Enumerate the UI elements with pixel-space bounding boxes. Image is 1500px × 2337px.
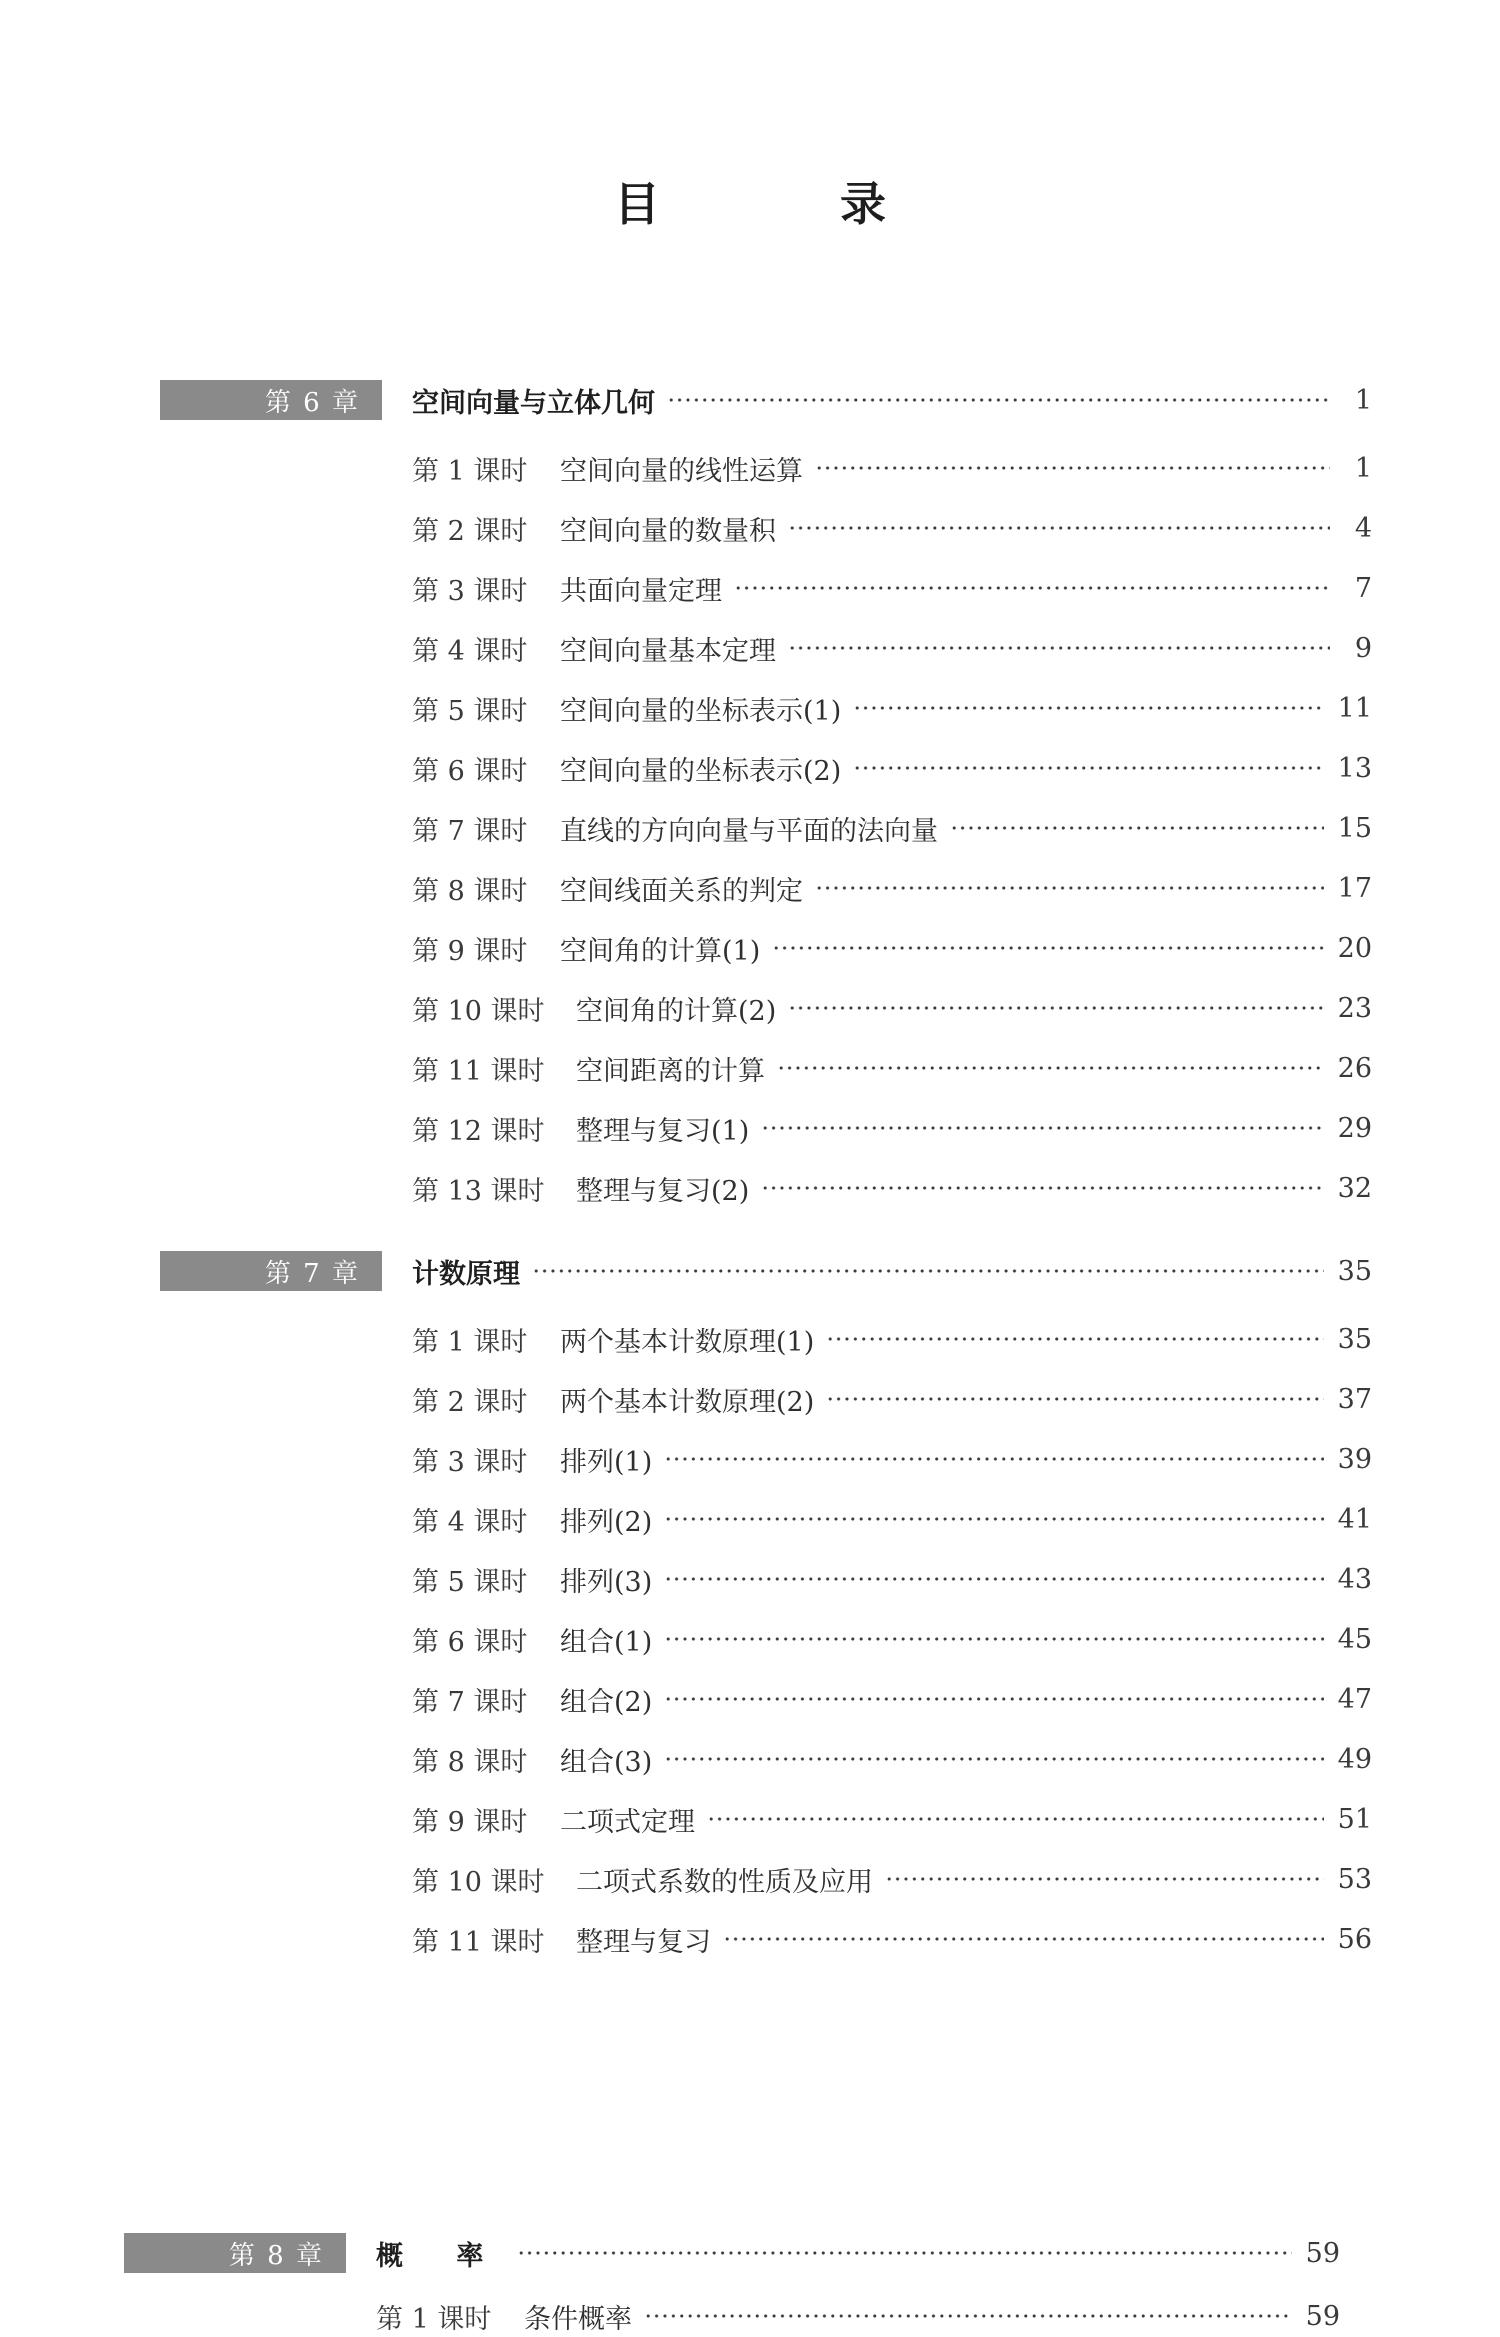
lesson-title: 整理与复习: [576, 1926, 711, 1958]
leader-dots: [761, 1185, 1323, 1191]
leader-dots: [664, 1456, 1323, 1462]
page-number: 1: [1354, 452, 1372, 484]
leader-dots: [853, 765, 1323, 771]
page-number: 9: [1354, 632, 1372, 664]
chapter-7-entry[interactable]: [412, 1250, 1372, 1292]
toc-entry[interactable]: [412, 1798, 1372, 1840]
chapter-8-entry[interactable]: [376, 2232, 1340, 2274]
page-number: 17: [1337, 872, 1372, 904]
lesson-title: 空间向量的数量积: [560, 515, 776, 547]
page-number: 11: [1337, 692, 1372, 724]
leader-dots: [826, 1396, 1323, 1402]
toc-entry[interactable]: [412, 687, 1372, 729]
lesson-title: 两个基本计数原理(1): [560, 1326, 815, 1358]
page-number: 47: [1337, 1683, 1372, 1715]
toc-entry[interactable]: [412, 1918, 1372, 1960]
lesson-number: 第 8 课时: [412, 875, 528, 907]
lesson-number: 第 1 课时: [412, 1326, 528, 1358]
toc-entry[interactable]: [412, 987, 1372, 1029]
page-number: 15: [1337, 812, 1372, 844]
page-number: 4: [1354, 512, 1372, 544]
leader-dots: [772, 945, 1323, 951]
toc-entry[interactable]: [412, 867, 1372, 909]
leader-dots: [664, 1696, 1323, 1702]
toc-entry[interactable]: [412, 927, 1372, 969]
lesson-number: 第 10 课时: [412, 1866, 545, 1898]
leader-dots: [826, 1336, 1323, 1342]
lesson-title: 组合(3): [560, 1746, 653, 1778]
page-title: 目 录: [613, 177, 968, 231]
lesson-number: 第 7 课时: [412, 815, 528, 847]
lesson-number: 第 3 课时: [412, 1446, 528, 1478]
leader-dots: [664, 1636, 1323, 1642]
leader-dots: [723, 1936, 1324, 1942]
toc-entry[interactable]: [412, 1167, 1372, 1209]
leader-dots: [761, 1125, 1323, 1131]
page-number: 23: [1337, 992, 1372, 1024]
toc-entry[interactable]: [412, 747, 1372, 789]
lesson-title: 二项式定理: [560, 1806, 695, 1838]
leader-dots: [950, 825, 1324, 831]
lesson-number: 第 9 课时: [412, 935, 528, 967]
toc-entry[interactable]: [412, 627, 1372, 669]
lesson-title: 整理与复习(2): [576, 1175, 750, 1207]
page-number: 41: [1337, 1503, 1372, 1535]
leader-dots: [734, 585, 1330, 591]
toc-entry[interactable]: [412, 1858, 1372, 1900]
lesson-number: 第 1 课时: [376, 2303, 492, 2335]
leader-dots: [815, 465, 1330, 471]
page-number: 29: [1337, 1112, 1372, 1144]
lesson-number: 第 4 课时: [412, 635, 528, 667]
toc-entry[interactable]: [412, 807, 1372, 849]
lesson-title: 排列(1): [560, 1446, 653, 1478]
toc-entry[interactable]: [412, 447, 1372, 489]
page-number: 45: [1337, 1623, 1372, 1655]
lesson-number: 第 1 课时: [412, 455, 528, 487]
leader-dots: [788, 525, 1330, 531]
chapter-title: 概 率: [376, 2240, 506, 2272]
toc-entry[interactable]: [412, 1438, 1372, 1480]
lesson-number: 第 11 课时: [412, 1055, 545, 1087]
lesson-title: 两个基本计数原理(2): [560, 1386, 815, 1418]
toc-entry[interactable]: [412, 1107, 1372, 1149]
toc-entry[interactable]: [412, 1498, 1372, 1540]
page-number: 51: [1337, 1803, 1372, 1835]
lesson-title: 空间向量的线性运算: [560, 455, 803, 487]
page-number: 43: [1337, 1563, 1372, 1595]
leader-dots: [532, 1268, 1324, 1274]
lesson-number: 第 5 课时: [412, 1566, 528, 1598]
chapter-6-entry[interactable]: [412, 379, 1372, 421]
lesson-number: 第 9 课时: [412, 1806, 528, 1838]
page-number: 20: [1337, 932, 1372, 964]
lesson-title: 排列(3): [560, 1566, 653, 1598]
leader-dots: [664, 1756, 1323, 1762]
chapter-7-label: 第 7 章: [160, 1251, 382, 1291]
lesson-title: 空间距离的计算: [576, 1055, 765, 1087]
leader-dots: [517, 2250, 1291, 2256]
lesson-title: 直线的方向向量与平面的法向量: [560, 815, 938, 847]
toc-entry[interactable]: [412, 1618, 1372, 1660]
leader-dots: [667, 397, 1330, 403]
lesson-number: 第 4 课时: [412, 1506, 528, 1538]
lesson-title: 空间向量基本定理: [560, 635, 776, 667]
lesson-number: 第 8 课时: [412, 1746, 528, 1778]
leader-dots: [788, 645, 1330, 651]
page-number: 26: [1337, 1052, 1372, 1084]
lesson-number: 第 6 课时: [412, 1626, 528, 1658]
lesson-number: 第 2 课时: [412, 1386, 528, 1418]
page-number: 59: [1305, 2300, 1340, 2332]
lesson-title: 空间向量的坐标表示(2): [560, 755, 842, 787]
lesson-title: 排列(2): [560, 1506, 653, 1538]
leader-dots: [788, 1005, 1323, 1011]
lesson-title: 空间角的计算(1): [560, 935, 761, 967]
toc-entry[interactable]: [412, 1738, 1372, 1780]
toc-entry[interactable]: [412, 1378, 1372, 1420]
toc-entry[interactable]: [412, 1558, 1372, 1600]
toc-entry[interactable]: [412, 1047, 1372, 1089]
lesson-number: 第 7 课时: [412, 1686, 528, 1718]
lesson-number: 第 10 课时: [412, 995, 545, 1027]
page-number: 13: [1337, 752, 1372, 784]
toc-entry[interactable]: [412, 507, 1372, 549]
page-number: 7: [1354, 572, 1372, 604]
leader-dots: [707, 1816, 1324, 1822]
lesson-number: 第 3 课时: [412, 575, 528, 607]
page-number: 59: [1305, 2237, 1340, 2269]
lesson-number: 第 5 课时: [412, 695, 528, 727]
page-number: 32: [1337, 1172, 1372, 1204]
page-number: 49: [1337, 1743, 1372, 1775]
lesson-number: 第 6 课时: [412, 755, 528, 787]
leader-dots: [815, 885, 1324, 891]
page-number: 35: [1337, 1323, 1372, 1355]
toc-entry[interactable]: [412, 567, 1372, 609]
lesson-number: 第 11 课时: [412, 1926, 545, 1958]
page-number: 53: [1337, 1863, 1372, 1895]
lesson-title: 空间线面关系的判定: [560, 875, 803, 907]
lesson-number: 第 12 课时: [412, 1115, 545, 1147]
lesson-title: 共面向量定理: [560, 575, 722, 607]
toc-entry[interactable]: [412, 1318, 1372, 1360]
leader-dots: [664, 1516, 1323, 1522]
leader-dots: [885, 1876, 1324, 1882]
page-number: 39: [1337, 1443, 1372, 1475]
page-number: 37: [1337, 1383, 1372, 1415]
lesson-title: 条件概率: [524, 2303, 632, 2335]
leader-dots: [853, 705, 1323, 711]
lesson-title: 组合(1): [560, 1626, 653, 1658]
leader-dots: [644, 2313, 1292, 2319]
toc-entry[interactable]: [412, 1678, 1372, 1720]
toc-entry[interactable]: [376, 2295, 1340, 2337]
chapter-8-label: 第 8 章: [124, 2233, 346, 2273]
page-number: 1: [1354, 384, 1372, 416]
lesson-title: 空间角的计算(2): [576, 995, 777, 1027]
chapter-title: 计数原理: [412, 1258, 520, 1290]
lesson-title: 空间向量的坐标表示(1): [560, 695, 842, 727]
leader-dots: [777, 1065, 1324, 1071]
lesson-number: 第 2 课时: [412, 515, 528, 547]
page-number: 35: [1337, 1255, 1372, 1287]
page-number: 56: [1337, 1923, 1372, 1955]
leader-dots: [664, 1576, 1323, 1582]
chapter-title: 空间向量与立体几何: [412, 387, 655, 419]
lesson-number: 第 13 课时: [412, 1175, 545, 1207]
chapter-6-label: 第 6 章: [160, 380, 382, 420]
lesson-title: 二项式系数的性质及应用: [576, 1866, 873, 1898]
lesson-title: 整理与复习(1): [576, 1115, 750, 1147]
lesson-title: 组合(2): [560, 1686, 653, 1718]
